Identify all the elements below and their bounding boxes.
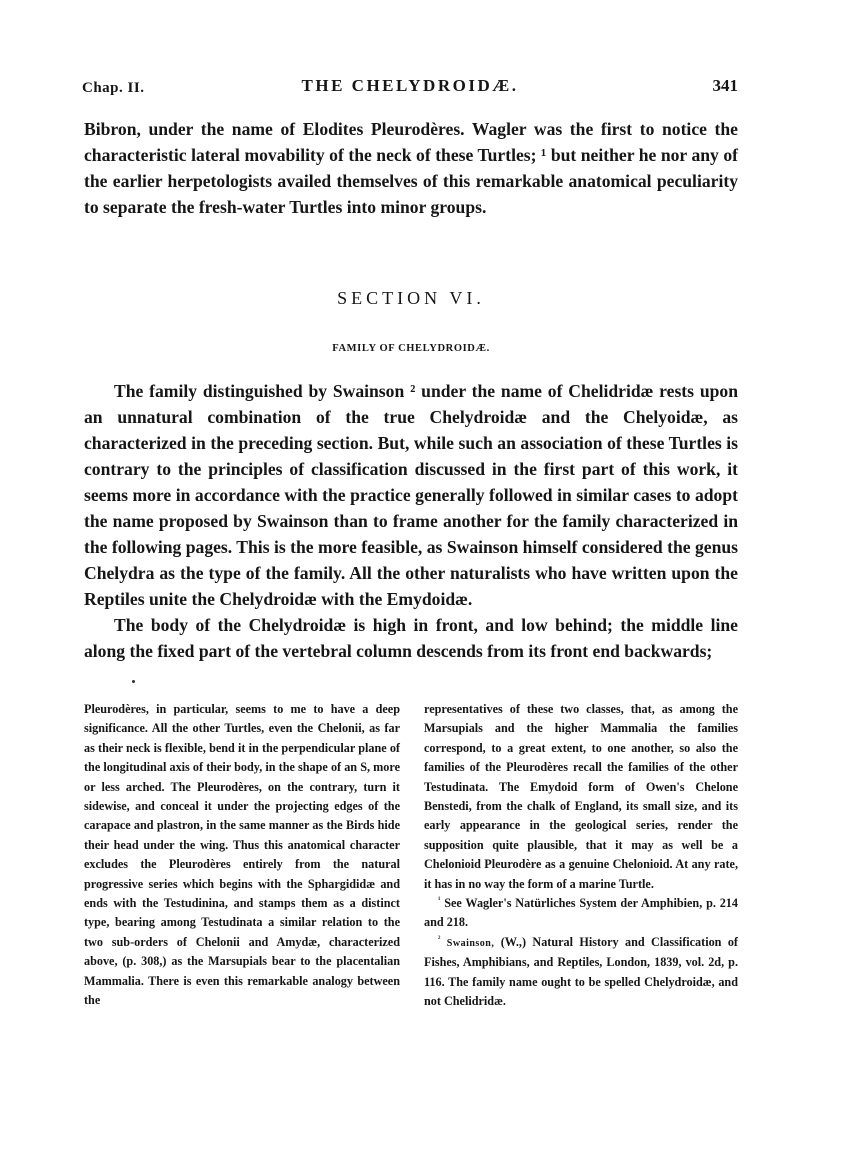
footnote-continuation: representatives of these two classes, that, as among the Marsupials and the higher Mammalia the families correspond, to a great extent, to one another, so also the families of the Pleurodères recall the families of the other Testudinata. The Emydoid form of Owen's Chelone Benstedi, from the chalk of England, its small size, and its early appearance in the geological series, render the supposition quite plausible, that it may as well be a Chelonioid Pleurodère as a genuine Chelonioid. At any rate, it has in no way the form of a marine Turtle. — [424, 702, 738, 891]
footnote-continuation: Pleurodères, in particular, seems to me to have a deep significance. All the other Turtles, even the Chelonii, as far as their neck is flexible, bend it in the perpendicular plane of the longitudinal axis of their body, in the shape of an S, more or less arched. The Pleurodères, on the contrary, turn it sidewise, and conceal it under the projecting edges of the carapace and plastron, in the same manner as the Birds hide their head under the wing. Thus this anatomical character excludes the Pleurodères entirely from the natural progressive series which begins with the Sphargididæ and ends with the Testudinina, and stamps them as a distinct type, bearing among Testudinata a similar relation to the two sub-orders of Chelonii and Amydæ, characterized above, (p. 308,) as the Marsupials bear to the placentalian Mammalia. There is even this remarkable analogy between the — [84, 702, 400, 1008]
stray-mark — [132, 680, 135, 683]
footnote-column-left — [84, 700, 400, 1011]
main-text — [84, 378, 738, 664]
intro-paragraph: Bibron, under the name of Elodites Pleurodères. Wagler was the first to notice the characteristic lateral movability of the neck of these Turtles; ¹ but neither he nor any of the earlier herpetologists availed themselves of this remarkable anatomical peculiarity to separate the fresh-water Turtles into minor groups. — [84, 119, 738, 217]
paragraph: The family distinguished by Swainson ² under the name of Chelidridæ rests upon an unnatural combination of the true Chelydroidæ and the Chelyoidæ, as characterized in the preceding section. But, while such an association of these Turtles is contrary to the principles of classification discussed in the first part of this work, it seems more in accordance with the practice generally followed in similar cases to adopt the name proposed by Swainson than to frame another for the family characterized in the following pages. This is the more feasible, as Swainson himself considered the genus Chelydra as the type of the family. All the other naturalists who have written upon the Reptiles unite the Chelydroidæ with the Emydoidæ. — [84, 381, 738, 609]
footnote-marker: ² — [438, 933, 441, 943]
chapter-label: Chap. II. — [82, 80, 145, 96]
paragraph: The body of the Chelydroidæ is high in front, and low behind; the middle line along the fixed part of the vertebral column descends from its front end backwards; — [84, 615, 738, 661]
footnote-text: See Wagler's Natürliches System der Amphibien, p. 214 and 218. — [424, 896, 738, 930]
section-heading: SECTION VI. — [337, 288, 485, 308]
footnote-1 — [424, 894, 738, 933]
running-header — [82, 72, 738, 102]
footnote-marker: ¹ — [438, 895, 441, 904]
footnote-column-right — [424, 700, 738, 1012]
running-title: THE CHELYDROIDÆ. — [301, 76, 519, 95]
family-heading: FAMILY OF CHELYDROIDÆ. — [332, 343, 490, 354]
page-number: 341 — [712, 76, 738, 95]
footnote-2 — [424, 933, 738, 1012]
footnote-text: (W.,) Natural History and Classification of Fishes, Amphibians, and Reptiles, London, 1839, vol. 2d, p. 116. The family name ought to be spelled Chelydroidæ, and not Chelidridæ. — [424, 934, 738, 1009]
footnote-author: Swainson, — [446, 937, 495, 949]
intro-paragraph-block — [84, 116, 738, 220]
